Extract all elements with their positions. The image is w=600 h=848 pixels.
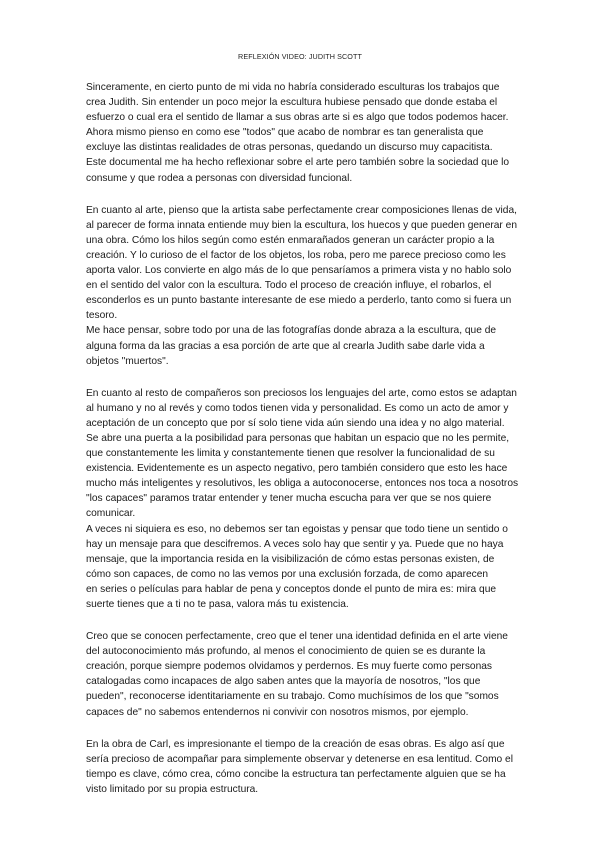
text-line: mucho más inteligentes y resolutivos, les obliga a autoconocerse, entonces nos toca a nosotros [86,478,519,490]
text-line: A veces ni siquiera es eso, no debemos ser tan egoistas y pensar que todo tiene un sentido o [86,523,508,535]
text-line: Ahora mismo pienso en como ese "todos" que acabo de nombrar es tan generalista que [86,127,484,139]
text-line: crea Judith. Sin entender un poco mejor la escultura hubiese pensado que donde estaba el [86,97,498,109]
text-line: En cuanto al arte, pienso que la artista sabe perfectamente crear composiciones llenas de vida, [86,204,517,216]
text-line: capaces de" no sabemos entendernos ni convivir con nosotros mismos, por ejemplo. [86,706,469,718]
paragraph [86,629,526,720]
text-line: al humano y no al revés y como todos tienen vida y personalidad. Es como un acto de amor y [86,402,509,414]
text-line: cómo son capaces, de como no las vemos por una exclusión forzada, de como aparecen [86,568,489,580]
text-line: esconderlos es un punto bastante interesante de ese miedo a perderlo, tanto como si fuera un [86,295,512,307]
text-line: visto limitado por su propia estructura. [86,783,259,795]
text-line: que constantemente les limita y constantemente tienen que resolver la funcionalidad de su [86,448,495,460]
text-line: En cuanto al resto de compañeros son preciosos los lenguajes del arte, como estos se adaptan [86,387,517,399]
text-line: aceptación de un concepto que por sí solo tiene vida aún siendo una idea y no algo material. [86,417,505,429]
text-line: catalogadas como incapaces de algo saben antes que la mayoría de nosotros, "los que [86,676,481,688]
text-line: Creo que se conocen perfectamente, creo que el tener una identidad definida en el arte viene [86,631,508,643]
text-line: al parecer de forma innata entiende muy bien la escultura, los huecos y que pueden generar en [86,219,517,231]
text-line: en el sentido del valor con la escultura. Todo el proceso de creación influye, el robarlos, el [86,280,492,292]
text-line: alguna forma da las gracias a esa porción de arte que al crearla Judith sabe darle vida a [86,340,485,352]
paragraph [86,203,526,369]
text-line: En la obra de Carl, es impresionante el tiempo de la creación de esas obras. Es algo así que [86,738,505,750]
document-title: REFLEXIÓN VIDEO: JUDITH SCOTT [238,52,362,61]
text-line: comunicar. [86,508,136,520]
text-line: suerte tienes que a ti no te pasa, valora más tu existencia. [86,599,349,610]
text-line: "los capaces" paramos tratar entender y tener mucha escucha para ver que se nos quiere [86,493,492,505]
text-line: excluye las distintas realidades de otras personas, quedando un discurso muy capacitista. [86,142,493,154]
text-line: Sinceramente, en cierto punto de mi vida no habría considerado esculturas los trabajos que [86,82,500,93]
text-line: pueden", reconocerse identitariamente en su trabajo. Como muchísimos de los que "somos [86,691,499,703]
text-line: tesoro. [86,310,118,322]
paragraph [86,80,526,186]
paragraph [86,737,526,797]
text-line: consume y que rodea a personas con diversidad funcional. [86,172,353,184]
text-line: objetos "muertos". [86,355,169,367]
text-line: Este documental me ha hecho reflexionar sobre el arte pero también sobre la sociedad que lo [86,157,510,169]
text-line: aporta valor. Los convierte en algo más de lo que pensaríamos a primera vista y no hablo solo [86,265,512,277]
text-line: una obra. Cómo los hilos según como estén enmarañados generan un carácter propio a la [86,234,495,246]
text-line: sería precioso de acompañar para simplemente observar y detenerse en esa lentitud. Como el [86,753,513,765]
text-line: tiempo es clave, cómo crea, cómo concibe la estructura tan perfectamente alguien que se ha [86,768,506,780]
text-line: creación. Y lo curioso de el factor de los objetos, los roba, pero me parece precioso como les [86,249,506,261]
text-line: Se abre una puerta a la posibilidad para personas que habitan un espacio que no les permite, [86,432,510,444]
text-line: del autoconocimiento más profundo, al menos el conocimiento de quien se es durante la [86,646,486,658]
text-line: mensaje, que la importancia resida en la visibilización de cómo estas personas existen, de [86,553,495,565]
text-line: esfuerzo o cual era el sentido de llamar a sus obras arte si es algo que todos podemos hacer. [86,112,509,124]
paragraph [86,386,526,612]
text-line: creación, porque siempre podemos olvidamos y perdernos. Es muy fuerte como personas [86,661,493,673]
text-line: existencia. Evidentemente es un aspecto negativo, pero también considero que esto les hace [86,463,508,475]
text-line: Me hace pensar, sobre todo por una de las fotografías donde abraza a la escultura, que de [86,325,497,337]
document-body [86,80,526,814]
text-line: hay un mensaje para que descifremos. A veces solo hay que sentir y ya. Puede que no haya [86,538,504,550]
text-line: en series o películas para hablar de pena y conceptos donde el punto de mira es: mira que [86,583,497,595]
